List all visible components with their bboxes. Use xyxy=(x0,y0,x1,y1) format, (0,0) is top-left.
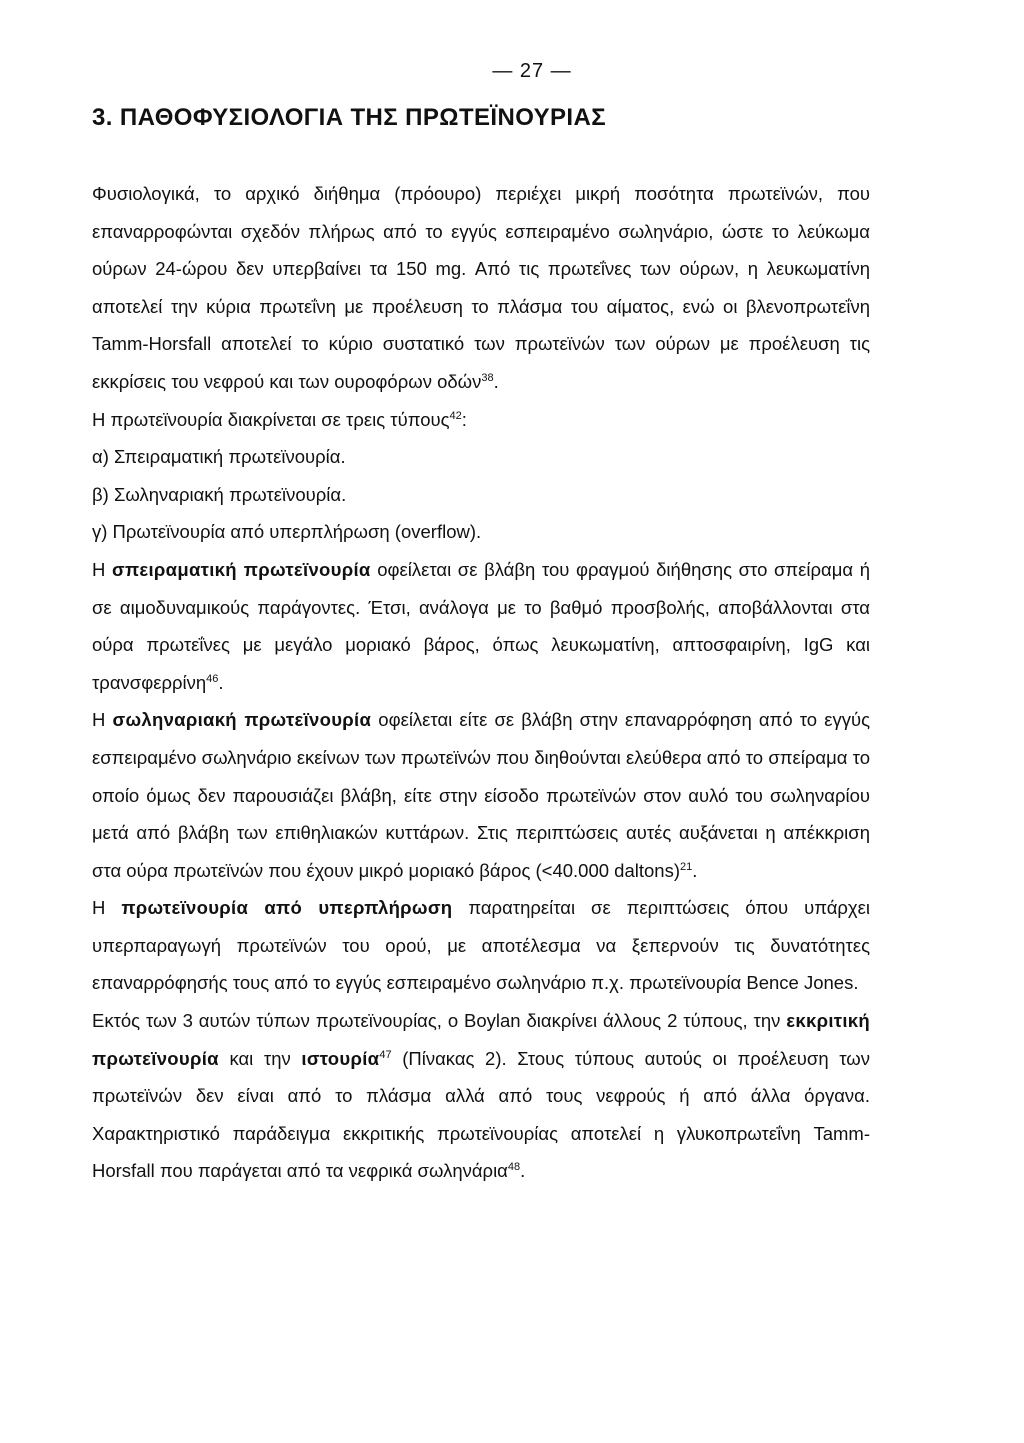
paragraph-overflow xyxy=(92,889,870,1002)
paragraph-text: Φυσιολογικά, το αρχικό διήθημα (πρόουρο) περιέχει μικρή ποσότητα πρωτεϊνών, που επαναρροφώνται σχεδόν πλήρως από το εγγύς εσπειραμένο σωληνάριο, ώστε το λεύκωμα ούρων 24-ώρου δεν υπερβαίνει τα 150 mg. Από τις πρωτεΐνες των ούρων, η λευκωματίνη αποτελεί την κύρια πρωτεΐνη με προέλευση το πλάσμα του αίματος, ενώ οι βλενοπρωτεΐνη Tamm-Horsfall αποτελεί το κύριο συστατικό των πρωτεϊνών των ούρων με προέλευση τις εκκρίσεις του νεφρού και των ουροφόρων οδών xyxy=(92,183,870,392)
bold-term: πρωτεϊνουρία από υπερπλήρωση xyxy=(121,897,453,919)
paragraph-text: Εκτός των 3 αυτών τύπων πρωτεϊνουρίας, ο Boylan διακρίνει άλλους 2 τύπους, την xyxy=(92,1010,787,1032)
citation-ref: 47 xyxy=(379,1048,392,1061)
paragraph-text: Η xyxy=(92,558,112,580)
paragraph-glomerular xyxy=(92,551,870,701)
paragraph-text: Η πρωτεϊνουρία διακρίνεται σε τρεις τύπους xyxy=(92,408,450,430)
bold-term: σπειραματική πρωτεϊνουρία xyxy=(111,558,371,580)
list-item: β) Σωληναριακή πρωτεϊνουρία. xyxy=(92,483,347,505)
section-heading: 3. ΠΑΘΟΦΥΣΙΟΛΟΓΙΑ ΤΗΣ ΠΡΩΤΕΪΝΟΥΡΙΑΣ xyxy=(92,104,607,131)
paragraph-end: : xyxy=(461,408,467,430)
paragraph-intro xyxy=(92,175,870,401)
paragraph-text: Η xyxy=(92,897,122,919)
citation-ref: 48 xyxy=(507,1161,521,1174)
citation-ref: 46 xyxy=(206,672,219,685)
citation-ref: 38 xyxy=(481,371,494,384)
bold-term: σωληναριακή πρωτεϊνουρία xyxy=(112,709,372,731)
paragraph-text: παρατηρείται σε περιπτώσεις όπου υπάρχει υπερπαραγωγή πρωτεϊνών του ορού, με αποτέλεσμα να ξεπερνούν τις δυνατότητες επαναρρόφησής τους από το εγγύς εσπειραμένο σωληνάριο π.χ. πρωτεϊνουρία Bence Jones. xyxy=(92,897,871,994)
citation-ref: 42 xyxy=(449,409,462,422)
paragraph-text: Η xyxy=(92,709,113,731)
paragraph-text: και την xyxy=(218,1047,302,1069)
paragraph-text: οφείλεται σε βλάβη του φραγμού διήθησης στο σπείραμα ή σε αιμοδυναμικούς παράγοντες. Έτσι, ανάλογα με το βαθμό προσβολής, αποβάλλονται στα ούρα πρωτεΐνες με μεγάλο μοριακό βάρος, όπως λευκωματίνη, απτοσφαιρίνη, IgG και τρανσφερρίνη xyxy=(92,558,871,693)
page-number: — 27 — xyxy=(492,60,572,82)
paragraph-end: . xyxy=(493,370,499,392)
paragraph-types xyxy=(92,401,870,439)
paragraph-end: . xyxy=(520,1160,526,1182)
paragraph-end: . xyxy=(692,859,698,881)
bold-term: εκκριτική πρωτεϊνουρία xyxy=(92,1010,870,1069)
paragraph-boylan xyxy=(92,1002,870,1190)
paragraph-tubular xyxy=(92,701,870,889)
list-item: γ) Πρωτεϊνουρία από υπερπλήρωση (overflow). xyxy=(92,521,482,543)
paragraph-end: . xyxy=(218,671,224,693)
paragraph-text: (Πίνακας 2). Στους τύπους αυτούς οι προέλευση των πρωτεϊνών δεν είναι από το πλάσμα αλλά από τους νεφρούς ή από άλλα όργανα. Χαρακτηριστικό παράδειγμα εκκριτικής πρωτεϊνουρίας αποτελεί η γλυκοπρωτεΐνη Tamm-Horsfall που παράγεται από τα νεφρικά σωληνάρια xyxy=(92,1047,870,1182)
paragraph-text: οφείλεται είτε σε βλάβη στην επαναρρόφηση από το εγγύς εσπειραμένο σωληνάριο εκείνων των πρωτεϊνών που διηθούνται ελεύθερα από το σπείραμα το οποίο όμως δεν παρουσιάζει βλάβη, είτε στην είσοδο πρωτεϊνών στον αυλό του σωληναρίου μετά από βλάβη των επιθηλιακών κυττάρων. Στις περιπτώσεις αυτές αυξάνεται η απέκκριση στα ούρα πρωτεϊνών που έχουν μικρό μοριακό βάρος (<40.000 daltons) xyxy=(92,709,870,881)
document-body xyxy=(92,175,870,1190)
bold-term: ιστουρία xyxy=(301,1047,380,1069)
citation-ref: 21 xyxy=(680,860,693,873)
list-item: α) Σπειραματική πρωτεϊνουρία. xyxy=(92,446,346,468)
